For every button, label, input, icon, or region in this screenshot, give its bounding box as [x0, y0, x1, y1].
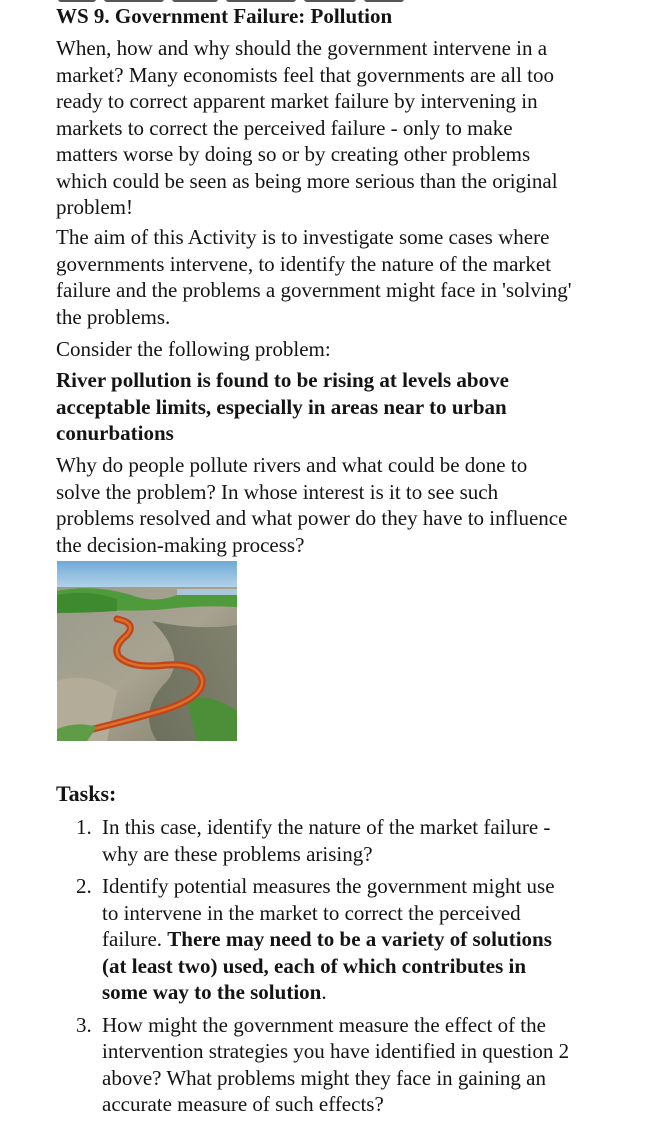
task-item-3: [76, 1012, 576, 1118]
problem-statement: River pollution is found to be rising at levels above acceptable limits, especially in areas near to urban conurbations: [56, 368, 509, 445]
aim-paragraph: The aim of this Activity is to investigate some cases where governments intervene, to identify the nature of the market failure and the problems a government might face in 'solving' the problems.: [56, 225, 572, 329]
consider-paragraph: Consider the following problem:: [56, 337, 331, 361]
task-list: [76, 814, 576, 1118]
questions-paragraph: Why do people pollute rivers and what could be done to solve the problem? In whose interest is it to see such problems resolved and what power do they have to influence the decision-making process?: [56, 453, 568, 557]
task-item-1: [76, 814, 576, 867]
task-number: 2.: [76, 874, 92, 898]
task-text: Identify potential measures the government might use to intervene in the market to correct the perceived failure.: [102, 874, 555, 951]
task-emphasis: There may need to be a variety of solutions (at least two) used, each of which contributes in some way to the solution: [102, 927, 552, 1004]
task-number: 1.: [76, 815, 92, 839]
worksheet-title: WS 9. Government Failure: Pollution: [56, 4, 393, 28]
task-text: In this case, identify the nature of the market failure - why are these problems arising?: [102, 815, 551, 866]
task-item-2: [76, 873, 576, 1006]
task-text: How might the government measure the effect of the intervention strategies you have identified in question 2 above? What problems might they face in gaining an accurate measure of such effects?: [102, 1012, 570, 1116]
task-number: 3.: [76, 1012, 92, 1037]
tasks-heading: Tasks:: [56, 781, 117, 806]
task-tail: .: [321, 980, 327, 1004]
intro-paragraph: When, how and why should the government intervene in a market? Many economists feel that governments are all too ready to correct apparent market failure by intervening in markets to correct the perceived failure - only to make matters worse by doing so or by creating other problems which could be seen as being more serious than the original problem!: [56, 36, 558, 219]
polluted-river-photo: [57, 561, 237, 741]
